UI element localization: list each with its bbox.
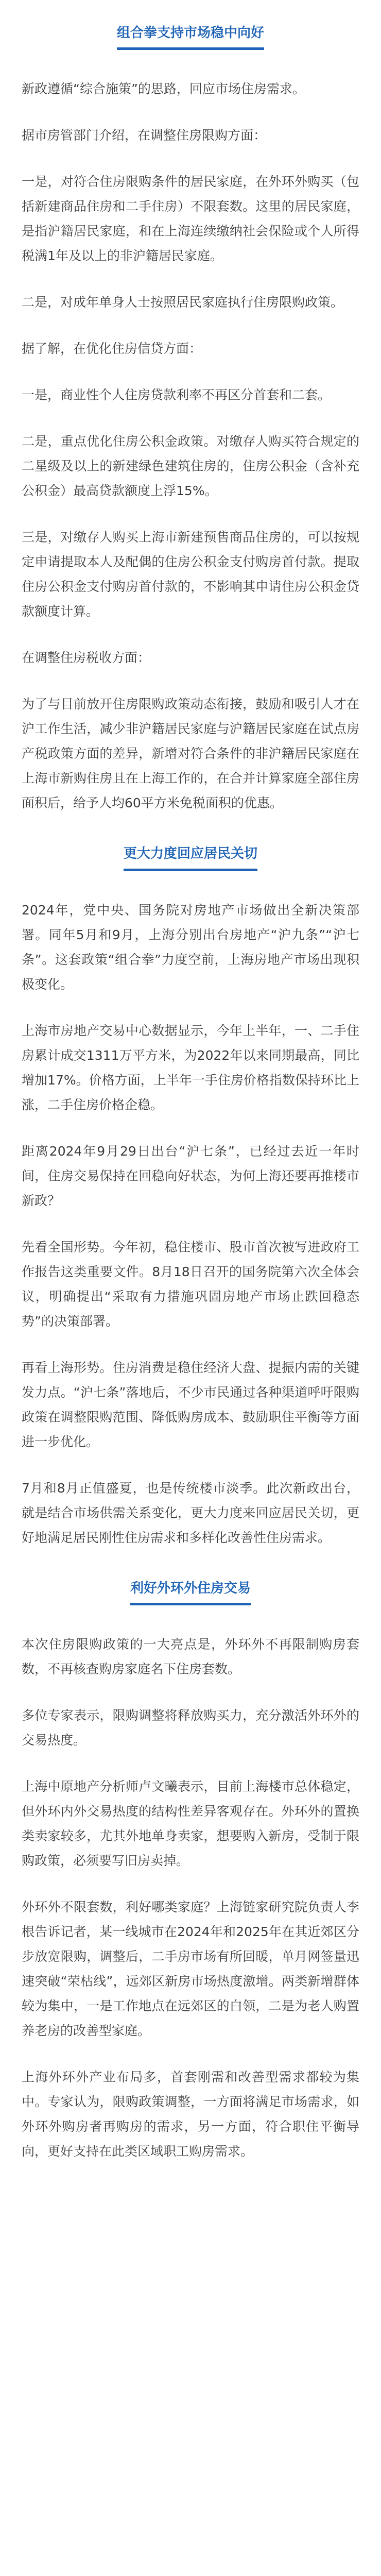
- paragraph: 上海外环外产业布局多，首套刚需和改善型需求都较为集中。专家认为，限购政策调整，一方面将满足市场需求，如外环外购房者再购房的需求，另一方面，符合职住平衡导向，更好支持在此类区域职工购房需求。: [22, 2070, 359, 2159]
- paragraph: 一是，商业性个人住房贷款利率不再区分首套和二套。: [22, 387, 331, 403]
- paragraph: 在调整住房税收方面：: [22, 650, 151, 666]
- section-title: 更大力度回应居民关切: [124, 844, 257, 871]
- section-outer-ring: [22, 1579, 359, 2164]
- paragraph: 2024年，党中央、国务院对房地产市场做出全新决策部署。同年5月和9月，上海分别出台房地产“沪九条”“沪七条”。这套政策“组合拳”力度空前，上海房地产市场出现积极变化。: [22, 902, 359, 992]
- paragraph: 据市房管部门介绍，在调整住房限购方面：: [22, 128, 267, 143]
- paragraph: 一是，对符合住房限购条件的居民家庭，在外环外购买（包括新建商品住房和二手住房）不限套数。这里的居民家庭，是指沪籍居民家庭，和在上海连续缴纳社会保险或个人所得税满1年及以上的非沪籍居民家庭。: [22, 174, 359, 264]
- paragraph: 距离2024年9月29日出台“沪七条”，已经过去近一年时间，住房交易保持在回稳向好状态，为何上海还要再推楼市新政？: [22, 1143, 359, 1208]
- section-resident-concerns: [22, 844, 359, 1550]
- paragraph: 上海中原地产分析师卢文曦表示，目前上海楼市总体稳定，但外环内外交易热度的结构性差异客观存在。外环外的置换类卖家较多，尤其外地单身卖家，想要购入新房，受制于限购政策，必须要写旧房卖掉。: [22, 1779, 359, 1869]
- section-title: 利好外环外住房交易: [130, 1579, 251, 1605]
- paragraph: 为了与目前放开住房限购政策动态衔接，鼓励和吸引人才在沪工作生活，减少非沪籍居民家庭与沪籍居民家庭在试点房产税政策方面的差异，新增对符合条件的非沪籍居民家庭在上海市新购住房且在上海工作的，在合并计算家庭全部住房面积后，给予人均60平方米免税面积的优惠。: [22, 697, 359, 811]
- section-market-support: [22, 24, 359, 816]
- paragraph: 7月和8月正值盛夏，也是传统楼市淡季。此次新政出台，就是结合市场供需关系变化，更大力度来回应居民关切，更好地满足居民刚性住房需求和多样化改善性住房需求。: [22, 1480, 359, 1545]
- paragraph: 三是，对缴存人购买上海市新建预售商品住房的，可以按规定申请提取本人及配偶的住房公积金支付购房首付款。提取住房公积金支付购房首付款的，不影响其申请住房公积金贷款额度计算。: [22, 530, 359, 619]
- section-title: 组合拳支持市场稳中向好: [117, 24, 264, 50]
- paragraph: 外环外不限套数，利好哪类家庭？上海链家研究院负责人李根告诉记者，某一线城市在2024年和2025年在其近郊区分步放宽限购，调整后，二手房市场有所回暖，单月网签量迅速突破“荣枯线”，远郊区新房市场热度激增。两类新增群体较为集中，一是工作地点在远郊区的白领，二是为老人购置养老房的改善型家庭。: [22, 1900, 359, 2039]
- paragraph: 二是，对成年单身人士按照居民家庭执行住房限购政策。: [22, 295, 344, 310]
- paragraph: 多位专家表示，限购调整将释放购买力，充分激活外环外的交易热度。: [22, 1708, 359, 1748]
- paragraph: 二是，重点优化住房公积金政策。对缴存人购买符合规定的二星级及以上的新建绿色建筑住房的，住房公积金（含补充公积金）最高贷款额度上浮15%。: [22, 434, 359, 499]
- paragraph: 据了解，在优化住房信贷方面：: [22, 341, 202, 357]
- paragraph: 上海市房地产交易中心数据显示，今年上半年，一、二手住房累计成交1311万平方米，为2022年以来同期最高，同比增加17%。价格方面，上半年一手住房价格指数保持环比上涨，二手住房价格企稳。: [22, 1023, 359, 1112]
- paragraph: 再看上海形势。住房消费是稳住经济大盘、提振内需的关键发力点。“沪七条”落地后，不少市民通过各种渠道呼吁限购政策在调整限购范围、降低购房成本、鼓励职住平衡等方面进一步优化。: [22, 1360, 359, 1449]
- paragraph: 本次住房限购政策的一大亮点是，外环外不再限制购房套数，不再核查购房家庭名下住房套数。: [22, 1637, 359, 1677]
- paragraph: 新政遵循“综合施策”的思路，回应市场住房需求。: [22, 81, 305, 97]
- paragraph: 先看全国形势。今年初，稳住楼市、股市首次被写进政府工作报告这类重要文件。8月18日召开的国务院第六次全体会议，明确提出“采取有力措施巩固房地产市场止跌回稳态势”的决策部署。: [22, 1239, 359, 1329]
